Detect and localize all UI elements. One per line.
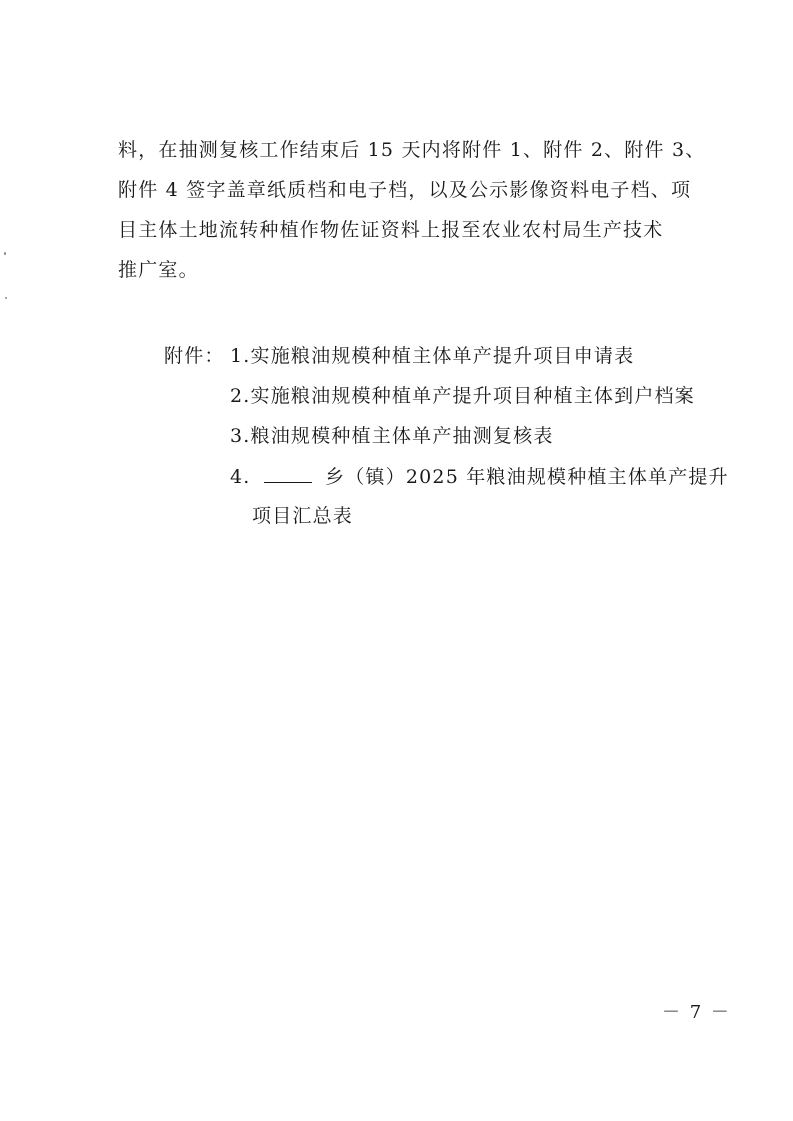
attachment-item-4-continuation: 项目汇总表 bbox=[252, 505, 354, 527]
body-line-3: 目主体土地流转种植作物佐证资料上报至农业农村局生产技术 bbox=[118, 219, 664, 241]
attachment-item-4-number: 4. bbox=[230, 466, 251, 488]
attachment-item-4 bbox=[230, 464, 729, 489]
scan-speck bbox=[5, 297, 7, 299]
attachments-label: 附件： bbox=[164, 345, 225, 367]
fill-in-blank bbox=[264, 464, 312, 483]
attachment-item-1: 1.实施粮油规模种植主体单产提升项目申请表 bbox=[230, 345, 635, 367]
body-line-2: 附件 4 签字盖章纸质档和电子档，以及公示影像资料电子档、项 bbox=[118, 179, 692, 201]
page-number: － 7 － bbox=[662, 1002, 731, 1023]
attachment-item-4-text: 乡（镇）2025 年粮油规模种植主体单产提升 bbox=[325, 466, 729, 488]
scan-speck bbox=[4, 252, 6, 255]
attachment-item-2: 2.实施粮油规模种植单产提升项目种植主体到户档案 bbox=[230, 385, 695, 407]
attachment-item-3: 3.粮油规模种植主体单产抽测复核表 bbox=[230, 425, 554, 447]
body-line-4: 推广室。 bbox=[118, 259, 199, 281]
body-line-1: 料，在抽测复核工作结束后 15 天内将附件 1、附件 2、附件 3、 bbox=[118, 139, 706, 161]
